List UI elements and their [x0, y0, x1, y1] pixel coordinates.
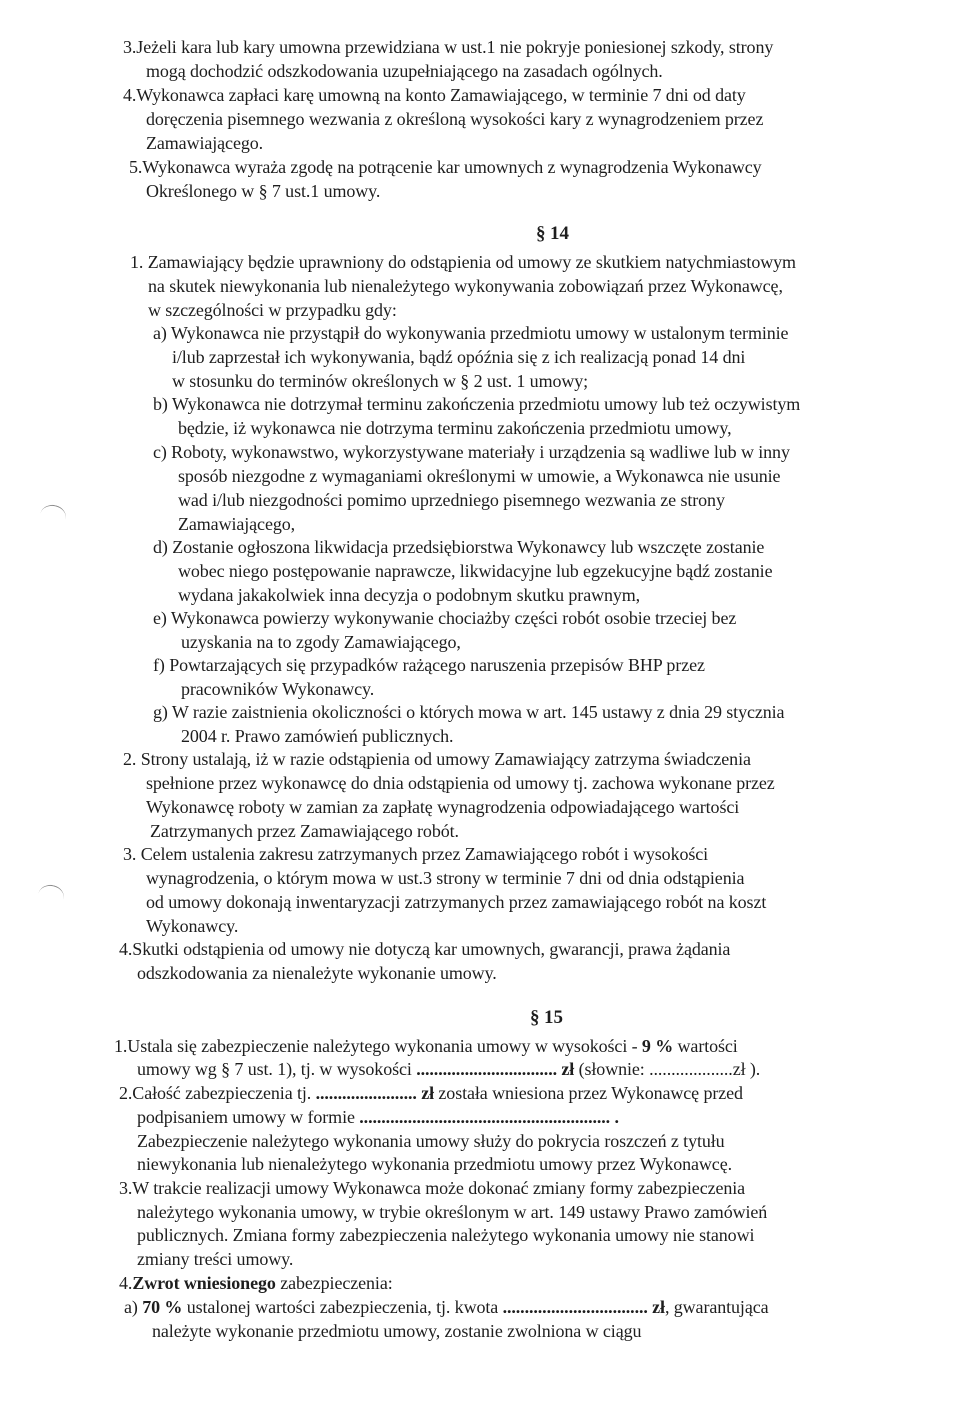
text-line: sposób niezgodne z wymaganiami określonymi w umowie, a Wykonawca nie usunie: [178, 466, 781, 486]
text-segment: 2.Całość zabezpieczenia tj.: [119, 1083, 316, 1103]
amount-blank: ................................. zł: [502, 1297, 665, 1317]
text-line: należytego wykonania umowy, w trybie określonym w art. 149 ustawy Prawo zamówień: [137, 1202, 768, 1222]
text-line: 3.Jeżeli kara lub kary umowna przewidziana w ust.1 nie pokryje poniesionej szkody, strony: [123, 37, 774, 57]
text-line: 5.Wykonawca wyraża zgodę na potrącenie kar umownych z wynagrodzenia Wykonawcy: [129, 157, 762, 177]
text-line: [124, 1296, 769, 1318]
text-line: zmiany treści umowy.: [137, 1249, 294, 1269]
text-line: c) Roboty, wykonawstwo, wykorzystywane materiały i urządzenia są wadliwe lub w inny: [153, 442, 790, 462]
amount-blank: ................................ zł: [416, 1059, 575, 1079]
text-line: pracowników Wykonawcy.: [181, 679, 375, 699]
percent-value: 70 %: [142, 1297, 183, 1317]
form-blank: ......................................................... .: [359, 1107, 619, 1127]
text-segment: podpisaniem umowy w formie: [137, 1107, 360, 1127]
text-segment: wartości: [673, 1036, 738, 1056]
text-line: wydana jakakolwiek inna decyzja o podobnym skutku prawnym,: [178, 585, 641, 605]
text-line: Wykonawcę roboty w zamian za zapłatę wynagrodzenia odpowiadającego wartości: [146, 797, 740, 817]
text-line: [114, 1035, 738, 1057]
section-heading-15: § 15: [530, 1007, 563, 1028]
text-line: Zatrzymanych przez Zamawiającego robót.: [150, 821, 459, 841]
bold-phrase: Zwrot wniesionego: [132, 1273, 276, 1293]
text-line: na skutek niewykonania lub nienależytego wykonywania zobowiązań przez Wykonawcę,: [148, 276, 783, 296]
text-line: b) Wykonawca nie dotrzymał terminu zakończenia przedmiotu umowy lub też oczywistym: [153, 394, 801, 414]
text-line: publicznych. Zmiana formy zabezpieczenia należytego wykonania umowy nie stanowi: [137, 1225, 755, 1245]
text-line: [119, 1082, 743, 1104]
text-line: od umowy dokonają inwentaryzacji zatrzymanych przez zamawiającego robót na koszt: [146, 892, 767, 912]
text-line: wobec niego postępowanie naprawcze, likwidacyjne lub egzekucyjne bądź zostanie: [178, 561, 773, 581]
text-line: wad i/lub niezgodności pomimo uprzedniego pisemnego wezwania ze strony: [178, 490, 725, 510]
text-segment: , gwarantująca: [664, 1297, 769, 1317]
percent-value: 9 %: [641, 1036, 674, 1056]
text-line: doręczenia pisemnego wezwania z określoną wysokości kary z wynagrodzeniem przez: [146, 109, 764, 129]
text-line: f) Powtarzających się przypadków rażącego naruszenia przepisów BHP przez: [153, 655, 705, 675]
text-segment: zabezpieczenia:: [275, 1273, 393, 1293]
margin-mark: [38, 503, 68, 531]
text-line: uzyskania na to zgody Zamawiającego,: [181, 632, 461, 652]
text-line: spełnione przez wykonawcę do dnia odstąpienia od umowy tj. zachowa wykonane przez: [146, 773, 775, 793]
text-segment: została wniesiona przez Wykonawcę przed: [434, 1083, 743, 1103]
text-line: w szczególności w przypadku gdy:: [148, 300, 397, 320]
text-line: Wykonawcy.: [146, 916, 239, 936]
text-line: [119, 1272, 393, 1294]
text-line: e) Wykonawca powierzy wykonywanie chociażby części robót osobie trzeciej bez: [153, 608, 737, 628]
text-segment: umowy wg § 7 ust. 1), tj. w wysokości: [137, 1059, 417, 1079]
text-line: i/lub zaprzestał ich wykonywania, bądź opóźnia się z ich realizacją ponad 14 dni: [172, 347, 746, 367]
text-segment: ustalonej wartości zabezpieczenia, tj. kwota: [182, 1297, 503, 1317]
text-line: należyte wykonanie przedmiotu umowy, zostanie zwolniona w ciągu: [152, 1321, 642, 1341]
text-line: 4.Wykonawca zapłaci karę umowną na konto Zamawiającego, w terminie 7 dni od daty: [123, 85, 746, 105]
text-line: niewykonania lub nienależytego wykonania przedmiotu umowy przez Wykonawcę.: [137, 1154, 732, 1174]
text-line: 3. Celem ustalenia zakresu zatrzymanych przez Zamawiającego robót i wysokości: [123, 844, 709, 864]
text-line: w stosunku do terminów określonych w § 2 ust. 1 umowy;: [172, 371, 589, 391]
text-line: 4.Skutki odstąpienia od umowy nie dotyczą kar umownych, gwarancji, prawa żądania: [119, 939, 731, 959]
text-line: 2. Strony ustalają, iż w razie odstąpienia od umowy Zamawiający zatrzyma świadczenia: [123, 749, 751, 769]
text-line: 2004 r. Prawo zamówień publicznych.: [181, 726, 454, 746]
text-line: 3.W trakcie realizacji umowy Wykonawca może dokonać zmiany formy zabezpieczenia: [119, 1178, 746, 1198]
margin-mark: [36, 883, 66, 911]
text-line: Zabezpieczenie należytego wykonania umowy służy do pokrycia roszczeń z tytułu: [137, 1131, 725, 1151]
text-segment: a): [124, 1297, 143, 1317]
text-line: a) Wykonawca nie przystąpił do wykonywania przedmiotu umowy w ustalonym terminie: [153, 323, 789, 343]
text-line: g) W razie zaistnienia okoliczności o których mowa w art. 145 ustawy z dnia 29 stycznia: [153, 702, 785, 722]
text-segment: 1.Ustala się zabezpieczenie należytego wykonania umowy w wysokości -: [114, 1036, 642, 1056]
section-heading-14: § 14: [536, 223, 569, 244]
text-segment: (słownie: ...................zł ).: [574, 1059, 761, 1079]
text-line: będzie, iż wykonawca nie dotrzyma terminu zakończenia przedmiotu umowy,: [178, 418, 732, 438]
amount-blank: ....................... zł: [315, 1083, 434, 1103]
text-segment: 4.: [119, 1273, 133, 1293]
text-line: [137, 1058, 760, 1080]
text-line: Zamawiającego,: [178, 514, 296, 534]
text-line: Zamawiającego.: [146, 133, 264, 153]
text-line: wynagrodzenia, o którym mowa w ust.3 strony w terminie 7 dni od dnia odstąpienia: [146, 868, 745, 888]
text-line: d) Zostanie ogłoszona likwidacja przedsiębiorstwa Wykonawcy lub wszczęte zostanie: [153, 537, 765, 557]
text-line: 1. Zamawiający będzie uprawniony do odstąpienia od umowy ze skutkiem natychmiastowym: [130, 252, 796, 272]
text-line: mogą dochodzić odszkodowania uzupełniającego na zasadach ogólnych.: [146, 61, 663, 81]
text-line: odszkodowania za nienależyte wykonanie umowy.: [137, 963, 497, 983]
text-line: [137, 1106, 619, 1128]
text-line: Określonego w § 7 ust.1 umowy.: [146, 181, 381, 201]
